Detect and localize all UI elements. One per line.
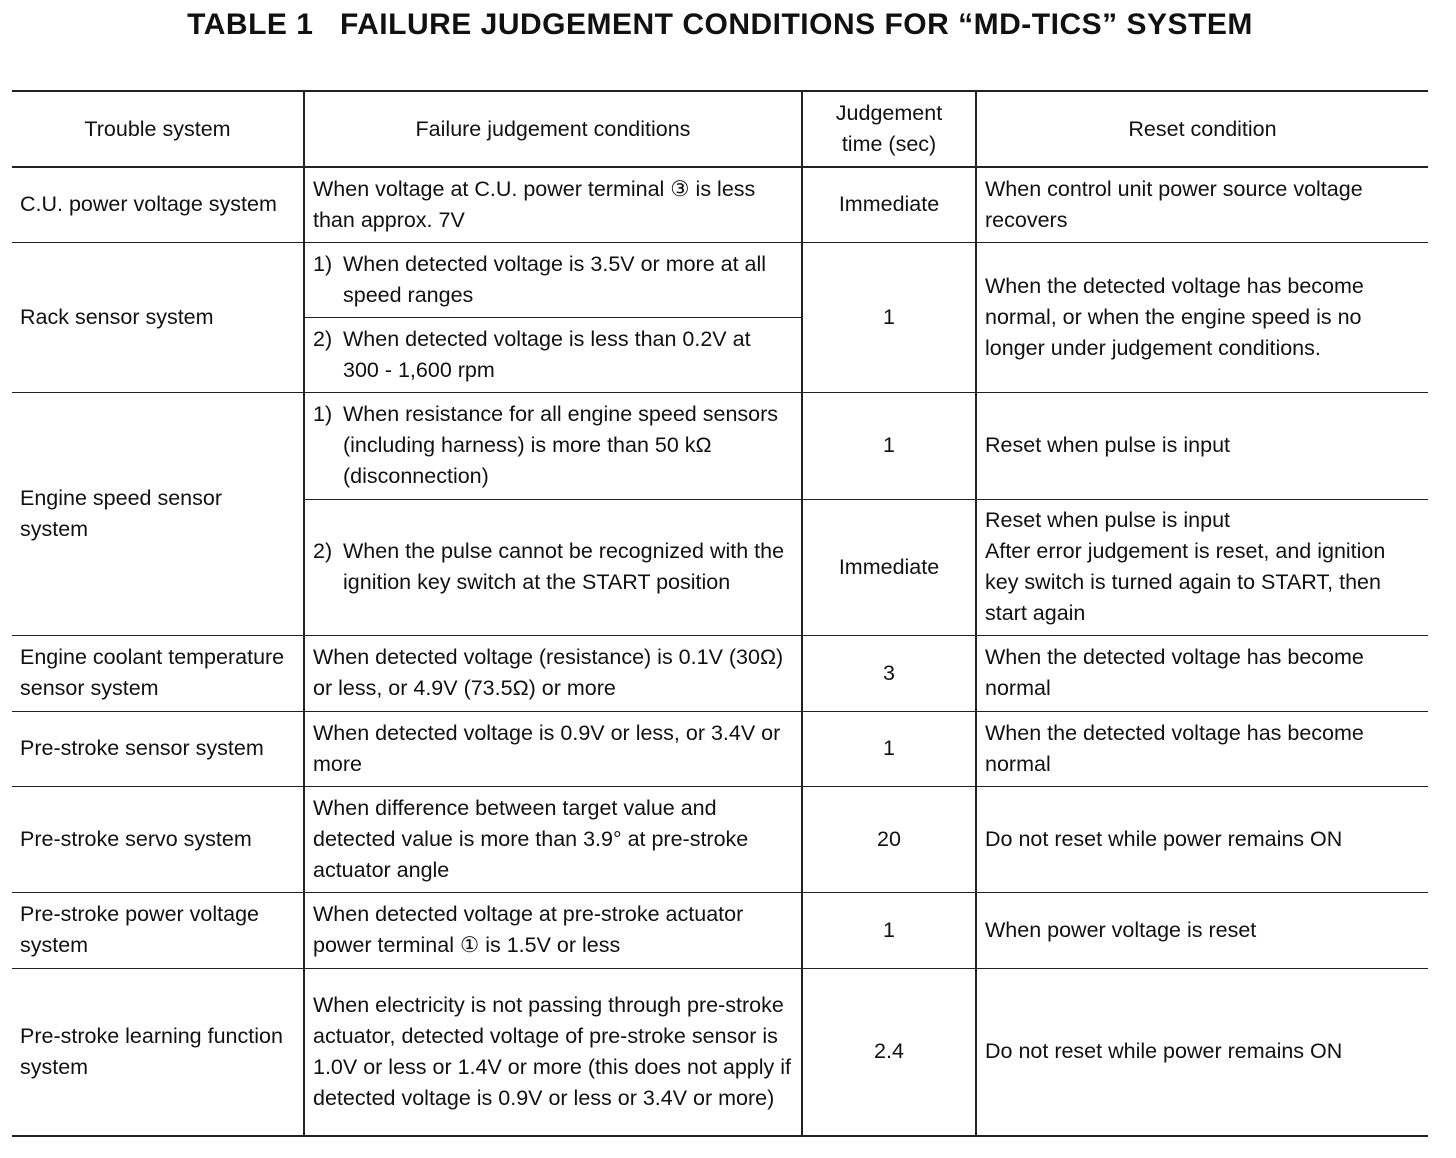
reset-condition-line: After error judgement is reset, and ignition key switch is turned again to START, then start again (985, 539, 1386, 625)
condition-cell: When detected voltage at pre-stroke actuator power terminal ① is 1.5V or less (304, 892, 802, 968)
condition-cell: When detected voltage (resistance) is 0.1V (30Ω) or less, or 4.9V (73.5Ω) or more (304, 635, 802, 711)
judgement-time-cell: Immediate (802, 499, 976, 635)
judgement-time-cell: 20 (802, 786, 976, 892)
condition-cell (304, 317, 802, 392)
trouble-system-cell: Pre-stroke servo system (12, 786, 304, 892)
table-row (12, 711, 1428, 786)
condition-number: 1) (313, 402, 333, 426)
judgement-time-cell: 1 (802, 392, 976, 499)
judgement-time-cell: 3 (802, 635, 976, 711)
condition-text: When resistance for all engine speed sensors (including harness) is more than 50 kΩ (disconnection) (343, 402, 779, 488)
header-trouble-system: Trouble system (12, 91, 304, 167)
reset-condition-cell: When control unit power source voltage recovers (976, 167, 1428, 242)
reset-condition-cell: Do not reset while power remains ON (976, 968, 1428, 1136)
reset-condition-cell: Reset when pulse is input (976, 392, 1428, 499)
condition-cell: When electricity is not passing through pre-stroke actuator, detected voltage of pre-stroke sensor is 1.0V or less or 1.4V or more (this does not apply if detected voltage is 0.9V or less or 3.4V or more) (304, 968, 802, 1136)
condition-cell (304, 242, 802, 317)
reset-condition-cell: When power voltage is reset (976, 892, 1428, 968)
reset-condition-cell: When the detected voltage has become normal, or when the engine speed is no longer under judgement conditions. (976, 242, 1428, 392)
reset-condition-cell: When the detected voltage has become normal (976, 635, 1428, 711)
table-row (12, 892, 1428, 968)
header-reset-condition: Reset condition (976, 91, 1428, 167)
condition-cell (304, 499, 802, 635)
condition-text: When detected voltage is less than 0.2V at 300 - 1,600 rpm (343, 326, 751, 382)
condition-cell: When detected voltage is 0.9V or less, or 3.4V or more (304, 711, 802, 786)
table-row (12, 786, 1428, 892)
reset-condition-cell: When the detected voltage has become normal (976, 711, 1428, 786)
header-judgement-time (802, 91, 976, 167)
judgement-time-cell: 1 (802, 711, 976, 786)
reset-condition-cell: Do not reset while power remains ON (976, 786, 1428, 892)
trouble-system-cell: Pre-stroke sensor system (12, 711, 304, 786)
trouble-system-cell: C.U. power voltage system (12, 167, 304, 242)
judgement-time-cell: 2.4 (802, 968, 976, 1136)
header-judgement-time-line1: Judgement (835, 101, 943, 125)
condition-cell (304, 392, 802, 499)
condition-text: When the pulse cannot be recognized with the ignition key switch at the START position (343, 539, 785, 594)
condition-cell: When voltage at C.U. power terminal ③ is less than approx. 7V (304, 167, 802, 242)
condition-number: 2) (313, 539, 333, 563)
table-row (12, 635, 1428, 711)
reset-condition-line: Reset when pulse is input (985, 508, 1231, 532)
judgement-time-cell: 1 (802, 892, 976, 968)
condition-number: 1) (313, 251, 333, 276)
trouble-system-cell: Pre-stroke learning function system (12, 968, 304, 1136)
header-row (12, 91, 1428, 167)
table-row (12, 392, 1428, 499)
trouble-system-cell: Pre-stroke power voltage system (12, 892, 304, 968)
table-row (12, 242, 1428, 317)
reset-condition-cell (976, 499, 1428, 635)
condition-text: When detected voltage is 3.5V or more at all speed ranges (343, 251, 767, 307)
failure-judgement-table (12, 90, 1428, 1137)
table-title: TABLE 1 FAILURE JUDGEMENT CONDITIONS FOR “MD-TICS” SYSTEM (187, 8, 1253, 41)
table-row (12, 968, 1428, 1136)
judgement-time-cell: Immediate (802, 167, 976, 242)
header-judgement-time-line2: time (sec) (841, 132, 937, 156)
header-failure-conditions: Failure judgement conditions (304, 91, 802, 167)
condition-number: 2) (313, 326, 333, 351)
table-row (12, 167, 1428, 242)
trouble-system-cell: Rack sensor system (12, 242, 304, 392)
trouble-system-cell: Engine coolant temperature sensor system (12, 635, 304, 711)
judgement-time-cell: 1 (802, 242, 976, 392)
trouble-system-cell: Engine speed sensor system (12, 392, 304, 635)
condition-cell: When difference between target value and detected value is more than 3.9° at pre-stroke actuator angle (304, 786, 802, 892)
